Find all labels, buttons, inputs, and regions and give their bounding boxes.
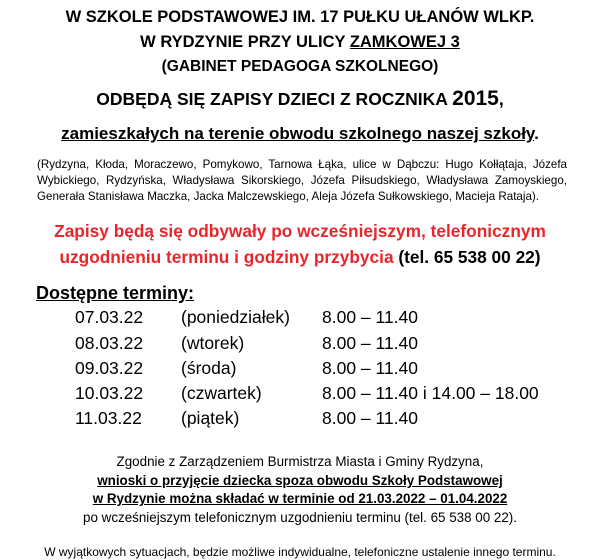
term-date: 09.03.22 [75,358,144,378]
term-day: (piątek) [181,408,240,428]
term-row [0,383,600,405]
residence-text: zamieszkałych na terenie obwodu szkolnego naszej szkoły [61,124,535,143]
term-time: 8.00 – 11.40 i 14.00 – 18.00 [322,383,539,403]
enrollment-year: 2015 [452,87,499,110]
footer-line-deadline: w Rydzynie można składać w terminie od 21.03.2022 – 01.04.2022 [92,491,508,506]
term-row [0,358,600,380]
header-line-office: (GABINET PEDAGOGA SZKOLNEGO) [161,58,439,75]
notice-phone: (tel. 65 538 00 22) [393,247,541,267]
term-day: (poniedziałek) [181,307,290,327]
streets-line-1: (Rydzyna, Kłoda, Moraczewo, Pomykowo, Tarnowa Łąka, ulice w Dąbczu: Hugo Kołłątaja, Józefa [37,158,567,171]
residence-suffix: . [534,124,539,143]
term-time: 8.00 – 11.40 [322,408,419,428]
term-day: (czwartek) [181,383,262,403]
streets-line-2: Wybickiego, Rydzyńska, Władysława Sikorskiego, Józefa Piłsudskiego, Władysława Zamoyskiego, [37,174,567,187]
address-street: ZAMKOWEJ 3 [349,33,460,51]
enrollment-prefix: ODBĘDĄ SIĘ ZAPISY DZIECI Z ROCZNIKA [96,89,453,109]
notice-text: uzgodnieniu terminu i godziny przybycia [59,247,394,267]
footer-line-regulation: Zgodnie z Zarządzeniem Burmistrza Miasta i Gminy Rydzyna, [116,454,484,469]
header-line-address [0,33,600,52]
header-line-school: W SZKOLE PODSTAWOWEJ IM. 17 PUŁKU UŁANÓW WLKP. [65,8,535,26]
enrollment-suffix: , [498,89,504,109]
term-date: 10.03.22 [75,383,144,403]
term-date: 11.03.22 [75,408,142,428]
term-time: 8.00 – 11.40 [322,333,419,353]
term-date: 07.03.22 [75,307,144,327]
terms-heading: Dostępne terminy: [36,283,195,303]
notice-line-1: Zapisy będą się odbywały po wcześniejszym, telefonicznym [54,221,546,241]
address-prefix: W RYDZYNIE PRZY ULICY [140,33,350,51]
term-row [0,333,600,355]
streets-line-3: Generała Stanisława Maczka, Jacka Malczewskiego, Aleja Józefa Sułkowskiego, Macieja Rataja). [37,190,539,203]
notice-line-2 [0,247,600,268]
term-date: 08.03.22 [75,333,144,353]
term-row [0,408,600,430]
term-day: (wtorek) [181,333,245,353]
header-line-residence [0,124,600,144]
term-time: 8.00 – 11.40 [322,307,419,327]
term-time: 8.00 – 11.40 [322,358,419,378]
footer-line-exceptions: W wyjątkowych sytuacjach, będzie możliwe indywidualne, telefoniczne ustalenie innego terminu. [44,545,556,559]
footer-line-phone: po wcześniejszym telefonicznym uzgodnieniu terminu (tel. 65 538 00 22). [83,510,517,525]
footer-line-applications: wnioski o przyjęcie dziecka spoza obwodu Szkoły Podstawowej [97,473,503,488]
term-row [0,307,600,329]
header-line-enrollment [0,87,600,111]
term-day: (środa) [181,358,237,378]
